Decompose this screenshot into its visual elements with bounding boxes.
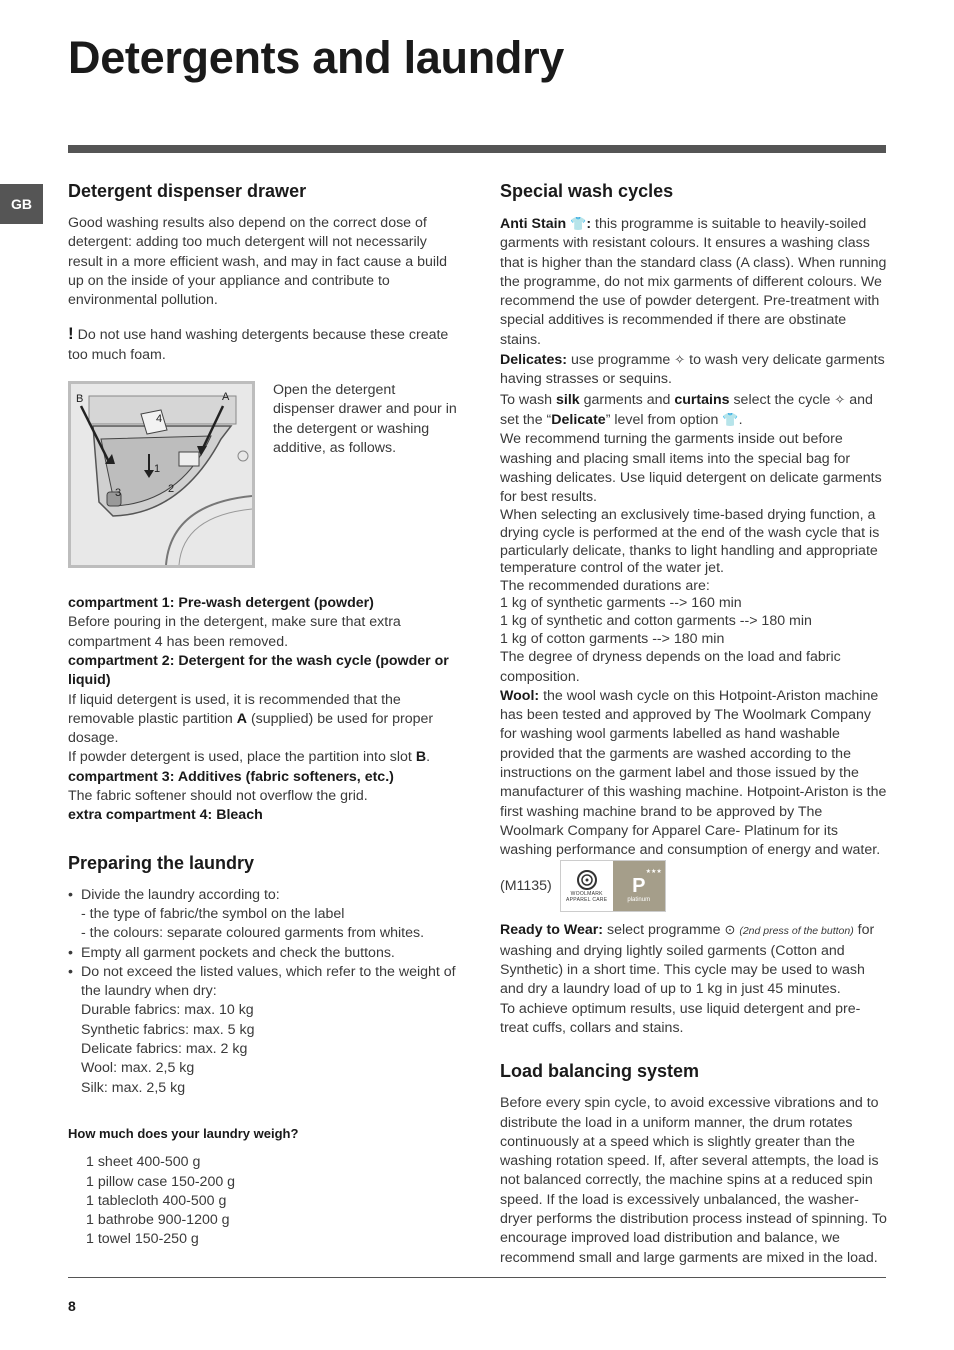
weigh-item: 1 bathrobe 900-1200 g [86, 1212, 230, 1229]
ready-to-wear-tip: To achieve optimum results, use liquid detergent and pre-treat cuffs, collars and stains. [500, 1000, 861, 1036]
compartment-2-powder: If powder detergent is used, place the partition into slot B. [68, 749, 431, 766]
compartment-3-text: The fabric softener should not overflow the grid. [68, 788, 368, 805]
ready-to-wear-paragraph: Ready to Wear: select programme ⊙ (2nd press of the button) for washing and drying lightly soiled garments (Cotton and Synthetic) in a short time. This cycle may be used to wash and dry a laundry load of up to 1 kg in just 45 minutes. [500, 922, 875, 998]
page-number: 8 [68, 1298, 76, 1314]
figure-label-b: B [76, 393, 84, 406]
limit-item: Delicate fabrics: max. 2 kg [81, 1041, 248, 1058]
dispenser-drawer-illustration [68, 381, 255, 568]
delicates-icon: ✧ [674, 352, 686, 368]
list-item: • Divide the laundry according to: - the type of fabric/the symbol on the label - the colours: separate coloured garments from whites. [68, 886, 460, 944]
right-column [500, 178, 888, 1268]
delicates-cycle-icon: ✧ [834, 391, 846, 407]
partition-a-label: A [236, 710, 248, 727]
special-heading: Special wash cycles [500, 181, 674, 201]
limit-item: Silk: max. 2,5 kg [81, 1079, 186, 1096]
figure-label-2: 2 [168, 483, 175, 496]
balancing-text: Before every spin cycle, to avoid excessive vibrations and to distribute the load in a uniform manner, the drum rotates continuously at a speed which is slightly greater than the washing rotation speed. If, after several attempts, the load is not balanced correctly, the machine spins at a reduced spin speed. If the load is excessively unbalanced, the washer-dryer performs the distribution process instead of spinning. To encourage improved load distribution and balance, we recommend small and large garments are mixed in the load. [500, 1095, 887, 1266]
sub-item: - the type of fabric/the symbol on the label [81, 905, 345, 922]
duration-item: 1 kg of synthetic and cotton garments --> 180 min [500, 613, 812, 630]
duration-item: 1 kg of cotton garments --> 180 min [500, 630, 725, 647]
dryness-paragraph: The degree of dryness depends on the load and fabric composition. [500, 649, 841, 685]
dispenser-heading: Detergent dispenser drawer [68, 181, 307, 201]
compartment-3-title: compartment 3: Additives (fabric softeners, etc.) [68, 768, 394, 785]
wool-paragraph: Wool: the wool wash cycle on this Hotpoint-Ariston machine has been tested and approved by The Woolmark Company for washing wool garments labelled as hand washable provided that the garments are washed according to the instructions on the garment label and those issued by the manufacturer of this washing machine. Hotpoint-Ariston is the first washing machine brand to be approved by The Woolmark Company for Apparel Care- Platinum for its washing performance and consumption of energy and water. (M1135) WOOLMARK APPAREL CARE ★★★ P platinum [500, 687, 888, 913]
duration-item: 1 kg of synthetic garments --> 160 min [500, 595, 742, 612]
figure-label-1: 1 [154, 463, 161, 476]
drying-paragraph: When selecting an exclusively time-based drying function, a drying cycle is performed at the end of the wash cycle that is particularly delicate, thanks to light handling and appropriate temperature control of the water jet. [500, 507, 880, 577]
limit-item: Synthetic fabrics: max. 5 kg [81, 1021, 255, 1038]
dispenser-figure-row [68, 381, 460, 568]
weigh-item: 1 towel 150-250 g [86, 1231, 199, 1248]
compartment-2-liquid: If liquid detergent is used, it is recommended that the removable plastic partition A (supplied) be used for proper dosage. [68, 691, 434, 747]
warning-note [68, 324, 460, 365]
figure-label-3: 3 [115, 487, 122, 500]
weigh-title: How much does your laundry weigh? [68, 1125, 299, 1141]
woolmark-logo: WOOLMARK APPAREL CARE [561, 861, 613, 911]
footer-divider [68, 1277, 886, 1278]
limit-item: Durable fabrics: max. 10 kg [81, 1002, 254, 1019]
compartment-1-title: compartment 1: Pre-wash detergent (powder) [68, 595, 374, 612]
figure-label-a: A [222, 391, 230, 404]
warning-icon: ! [68, 324, 74, 344]
preparing-list [68, 886, 460, 1098]
figure-label-4: 4 [156, 413, 163, 426]
anti-stain-icon: 👕 [570, 216, 587, 231]
title-divider [68, 145, 886, 153]
turning-paragraph: We recommend turning the garments inside out before washing and placing small items into the special bag for washing delicates. Use liquid detergent on delicate garments for best results. [500, 431, 882, 506]
weigh-item: 1 sheet 400-500 g [86, 1154, 201, 1171]
list-item: • Empty all garment pockets and check the buttons. [68, 944, 460, 963]
figure-caption: Open the detergent dispenser drawer and pour in the detergent or washing additive, as follows. [273, 382, 457, 456]
option-icon: 👕 [722, 411, 739, 427]
durations-title: The recommended durations are: [500, 577, 710, 594]
woolmark-icon [576, 869, 598, 891]
compartment-1-text: Before pouring in the detergent, make sure that extra compartment 4 has been removed. [68, 614, 401, 650]
balancing-heading: Load balancing system [500, 1061, 700, 1082]
platinum-logo: ★★★ P platinum [613, 861, 665, 911]
weigh-item: 1 pillow case 150-200 g [86, 1173, 236, 1190]
weigh-item: 1 tablecloth 400-500 g [86, 1192, 227, 1209]
slot-b-label: B [415, 749, 427, 766]
language-tab: GB [0, 184, 43, 224]
woolmark-logos [560, 860, 666, 912]
compartment-2-title: compartment 2: Detergent for the wash cycle (powder or liquid) [68, 652, 449, 689]
left-column [68, 178, 460, 1250]
ready-to-wear-icon: ⊙ [724, 922, 736, 938]
sub-item: - the colours: separate coloured garments from whites. [81, 925, 425, 942]
page-title: Detergents and laundry [68, 32, 565, 83]
compartment-4-title: extra compartment 4: Bleach [68, 807, 263, 824]
preparing-heading: Preparing the laundry [68, 852, 255, 873]
warning-text: Do not use hand washing detergents because these create too much foam. [68, 327, 449, 363]
platinum-p-icon: P [632, 875, 646, 898]
weigh-list [68, 1153, 460, 1249]
silk-paragraph: To wash silk garments and curtains select the cycle ✧ and set the “Delicate” level from option 👕. [500, 391, 873, 428]
anti-stain-paragraph: Anti Stain 👕: this programme is suitable to heavily-soiled garments with resistant colours. It ensures a washing class that is higher than the standard class (A class). When running the programme, do not mix garments of different colours. We recommend the use of powder detergent. Pre-treatment with special additives is recommended if there are obstinate stains. [500, 216, 887, 348]
list-item: • Do not exceed the listed values, which refer to the weight of the laundry when dry: Durable fabrics: max. 10 kg Synthetic fabrics: max. 5 kg Delicate fabrics: max. 2 kg Wool: max. 2,5 kg Silk: max. 2,5 kg [68, 963, 460, 1098]
limit-item: Wool: max. 2,5 kg [81, 1060, 195, 1077]
delicates-paragraph: Delicates: use programme ✧ to wash very delicate garments having strasses or sequins. [500, 352, 885, 388]
dispenser-intro: Good washing results also depend on the correct dose of detergent: adding too much detergent will not necessarily result in a more efficient wash, and may in fact cause a build up on the inside of your appliance and contribute to environmental pollution. [68, 215, 448, 309]
